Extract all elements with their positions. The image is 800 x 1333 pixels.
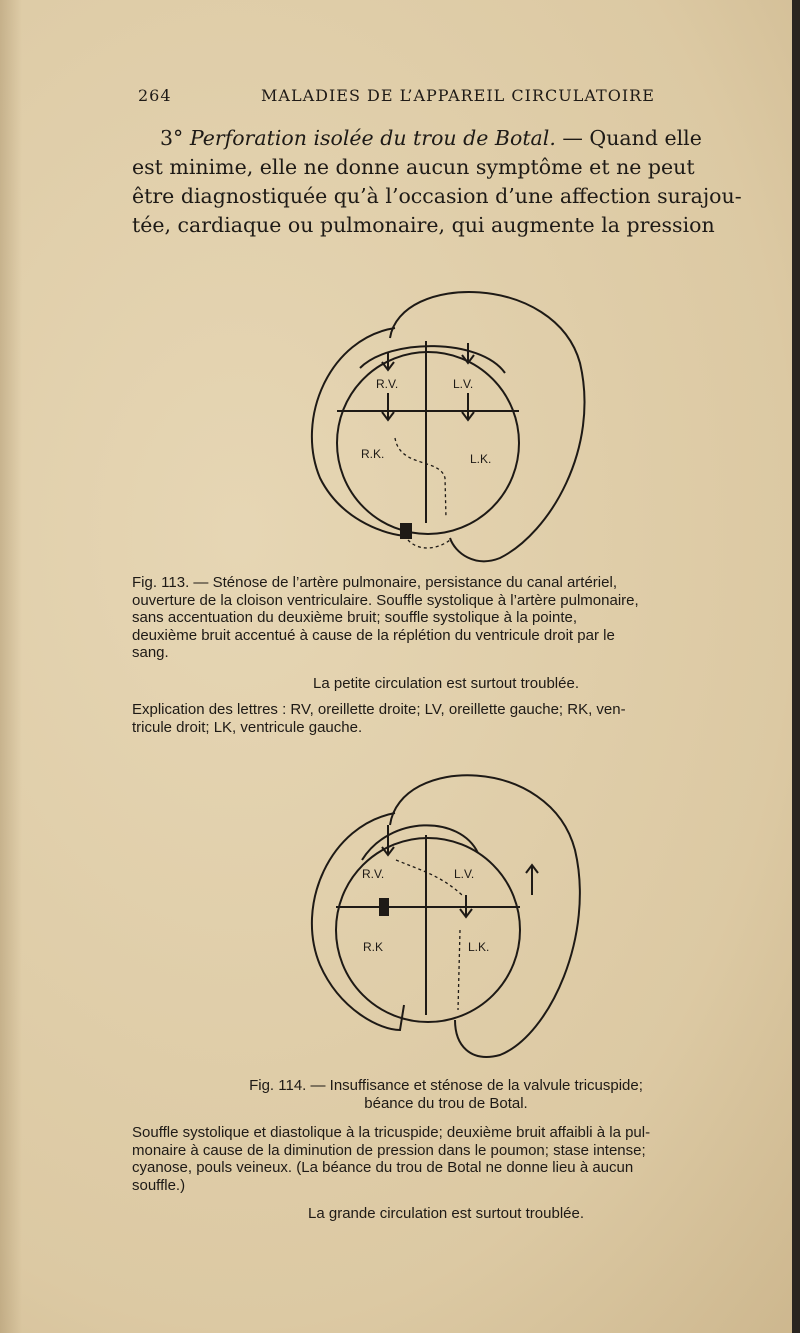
body-line-1-rest: — Quand elle [555, 126, 702, 150]
fig114-description-line-3: cyanose, pouls veineux. (La béance du trou de Botal ne donne lieu à aucun [132, 1159, 634, 1176]
fig113-label-rk: R.K. [361, 447, 385, 461]
figure-113-diagram [300, 278, 600, 568]
page-right-edge [792, 0, 800, 1333]
fig113-caption-line-5: sang. [132, 644, 169, 661]
fig114-regurgitation-arrow [526, 865, 538, 895]
fig114-heart-circle [336, 838, 520, 1022]
fig113-explanation-line-2: tricule droit; LK, ventricule gauche. [132, 718, 363, 736]
fig114-outer-loop [390, 775, 580, 1057]
fig113-caption-line-1: Fig. 113. — Sténose de l’artère pulmonaire, persistance du canal artériel, [132, 574, 617, 591]
fig114-rv-arrow [382, 825, 394, 855]
section-title: Perforation isolée du trou de Botal. [189, 126, 556, 150]
fig113-lk-arrow [462, 393, 474, 420]
fig114-caption-line-2: béance du trou de Botal. [364, 1094, 528, 1112]
page-left-shadow [0, 0, 22, 1333]
fig113-label-lk: L.K. [470, 452, 492, 466]
fig113-label-lv: L.V. [453, 377, 474, 391]
fig113-caption-line-3: sans accentuation du deuxième bruit; souffle systolique à la pointe, [132, 609, 578, 626]
body-line-1 [132, 124, 762, 153]
body-line-2: est minime, elle ne donne aucun symptôme et ne peut [132, 155, 695, 179]
fig114-top-arc [362, 825, 478, 860]
page-header [138, 86, 758, 110]
fig114-label-lv: L.V. [454, 867, 475, 881]
fig114-description-line-2: monaire à cause de la diminution de pression dans le poumon; stase intense; [132, 1141, 646, 1159]
body-paragraph [132, 124, 762, 240]
fig113-rk-arrow [382, 393, 394, 420]
page-number: 264 [138, 86, 172, 105]
fig113-explanation-line-1: Explication des lettres : RV, oreillette droite; LV, oreillette gauche; RK, ven- [132, 701, 626, 718]
fig113-septal-shunt [395, 438, 446, 518]
body-line-4: tée, cardiaque ou pulmonaire, qui augmente la pression [132, 213, 715, 237]
figure-113-caption [132, 574, 760, 736]
fig114-left-path [458, 930, 460, 1010]
fig113-label-rv: R.V. [376, 377, 399, 391]
fig113-pulmonary-stenosis [401, 524, 411, 538]
fig113-top-arc [360, 346, 505, 373]
figure-114-diagram [300, 765, 600, 1065]
fig113-rv-arrow [382, 353, 394, 370]
fig114-label-lk: L.K. [468, 940, 490, 954]
fig113-ductus-shunt [408, 540, 450, 548]
fig113-note: La petite circulation est surtout troublée. [313, 674, 579, 692]
fig114-description-line-4: souffle.) [132, 1176, 186, 1194]
body-line-3: être diagnostiquée qu’à l’occasion d’une affection surajou- [132, 184, 742, 208]
figure-114-caption [132, 1077, 760, 1223]
running-title: MALADIES DE L’APPAREIL CIRCULATOIRE [261, 86, 655, 105]
fig114-tricuspid-valve [380, 899, 388, 915]
fig113-outer-loop [390, 292, 585, 561]
fig114-label-rv: R.V. [362, 867, 385, 881]
section-number: 3° [160, 126, 184, 150]
fig114-description-line-1: Souffle systolique et diastolique à la tricuspide; deuxième bruit affaibli à la pul- [132, 1124, 651, 1141]
fig114-note: La grande circulation est surtout troublée. [308, 1205, 584, 1222]
fig114-caption-line-1: Fig. 114. — Insuffisance et sténose de la valvule tricuspide; [249, 1077, 643, 1094]
fig114-septal-shunt [396, 860, 462, 895]
fig113-caption-line-4: deuxième bruit accentué à cause de la réplétion du ventricule droit par le [132, 626, 615, 644]
fig114-label-rk: R.K [363, 940, 384, 954]
fig113-heart-circle [337, 352, 519, 534]
fig113-caption-line-2: ouverture de la cloison ventriculaire. Souffle systolique à l’artère pulmonaire, [132, 591, 639, 609]
